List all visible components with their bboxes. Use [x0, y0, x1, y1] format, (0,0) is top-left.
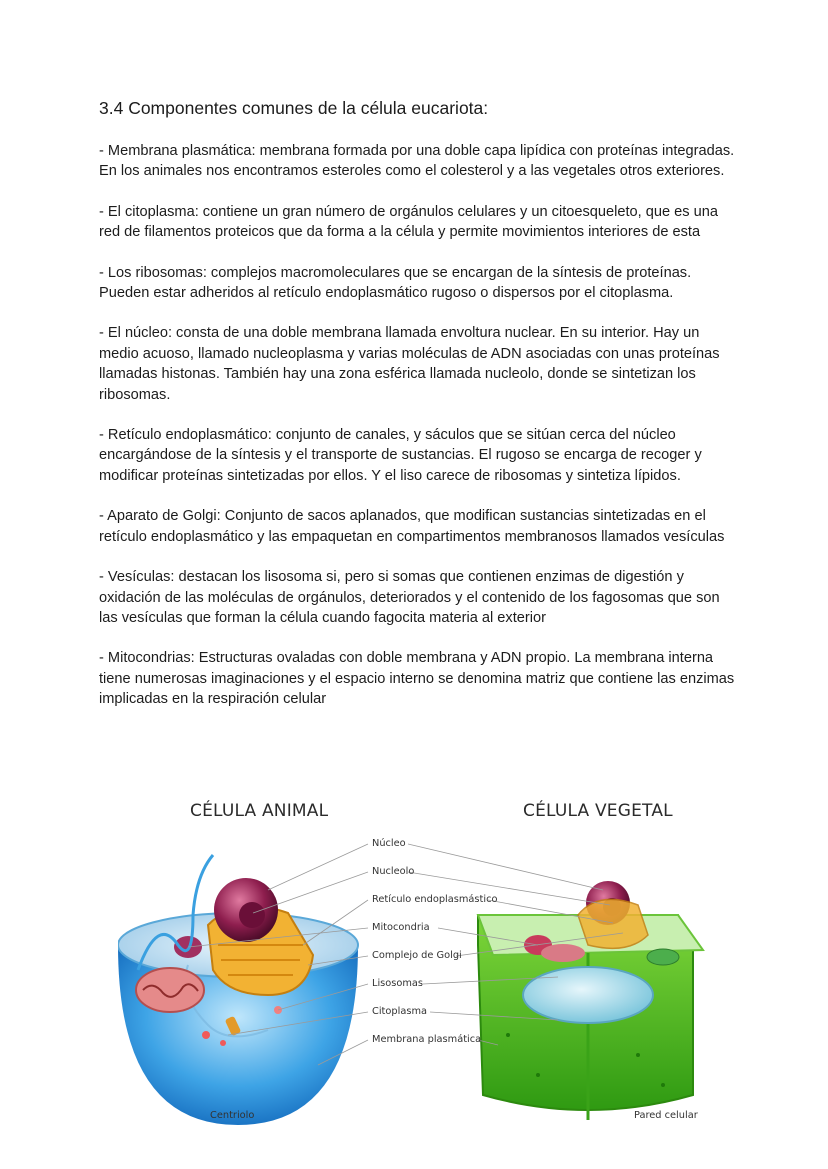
cell-illustration — [118, 795, 718, 1135]
section-title: 3.4 Componentes comunes de la célula eucariota: — [99, 98, 489, 118]
paragraph-reticulo: - Retículo endoplasmático: conjunto de canales, y sáculos que se sitúan cerca del núcleo encargándose de la síntesis y el transporte de sustancias. El rugoso se encarga de recoger y modificar proteínas sintetizadas por ellos. Y el liso carece de ribosomas y sintetiza lípidos. — [99, 427, 702, 484]
paragraph-nucleo: - El núcleo: consta de una doble membrana llamada envoltura nuclear. En su interior. Hay un medio acuoso, llamado nucleoplasma y varias moléculas de ADN asociadas con unas proteínas llamadas histonas. También hay una zona esférica llamada nucleolo, donde se sintetizan los ribosomas. — [99, 325, 720, 403]
animal-cell — [118, 855, 358, 1125]
label-reticulo: Retículo endoplasmástico — [372, 894, 498, 905]
label-nucleolo: Nucleolo — [372, 866, 415, 877]
paragraph-ribosomas: - Los ribosomas: complejos macromoleculares que se encargan de la síntesis de proteínas. Pueden estar adheridos al retículo endoplasmático rugoso o dispersos por el citoplasma. — [99, 264, 692, 302]
paragraph-mitocondrias: - Mitocondrias: Estructuras ovaladas con doble membrana y ADN propio. La membrana interna tiene numerosas imaginaciones y el espacio interno se denomina matriz que contiene las enzimas implicadas en la respiración celular — [99, 650, 735, 708]
paragraph-membrana: - Membrana plasmática: membrana formada por una doble capa lipídica con proteínas integradas. En los animales nos encontramos esteroles como el colesterol y a las vegetales otros exteriores. — [99, 143, 735, 180]
text-content — [99, 98, 739, 730]
label-citoplasma: Citoplasma — [372, 1006, 427, 1017]
plant-cell-title: CÉLULA VEGETAL — [523, 801, 673, 821]
label-mitocondria: Mitocondria — [372, 922, 430, 933]
cell-diagram — [118, 795, 718, 1135]
paragraph-golgi: - Aparato de Golgi: Conjunto de sacos aplanados, que modifican sustancias sintetizadas en el retículo endoplasmático y las empaquetan en compartimentos membranosos llamados vesículas — [99, 508, 725, 545]
label-centriolo: Centriolo — [210, 1110, 255, 1121]
label-membrana: Membrana plasmática — [372, 1034, 482, 1045]
paragraph-vesiculas: - Vesículas: destacan los lisosoma si, pero si somas que contienen enzimas de digestión y oxidación de las moléculas de orgánulos, deteriorados y el contenido de los fagosomas que son las vesículas que forman la célula cuando fagocita materia al exterior — [99, 569, 720, 626]
animal-cell-title: CÉLULA ANIMAL — [190, 801, 329, 821]
label-pared: Pared celular — [634, 1110, 698, 1121]
label-golgi: Complejo de Golgi — [372, 950, 462, 961]
paragraph-citoplasma: - El citoplasma: contiene un gran número de orgánulos celulares y un citoesqueleto, que es una red de filamentos proteicos que da forma a la célula y permite movimientos interiores de esta — [99, 203, 718, 241]
label-nucleo: Núcleo — [372, 838, 406, 849]
plant-cell — [478, 881, 703, 1120]
label-lisosomas: Lisosomas — [372, 978, 424, 989]
